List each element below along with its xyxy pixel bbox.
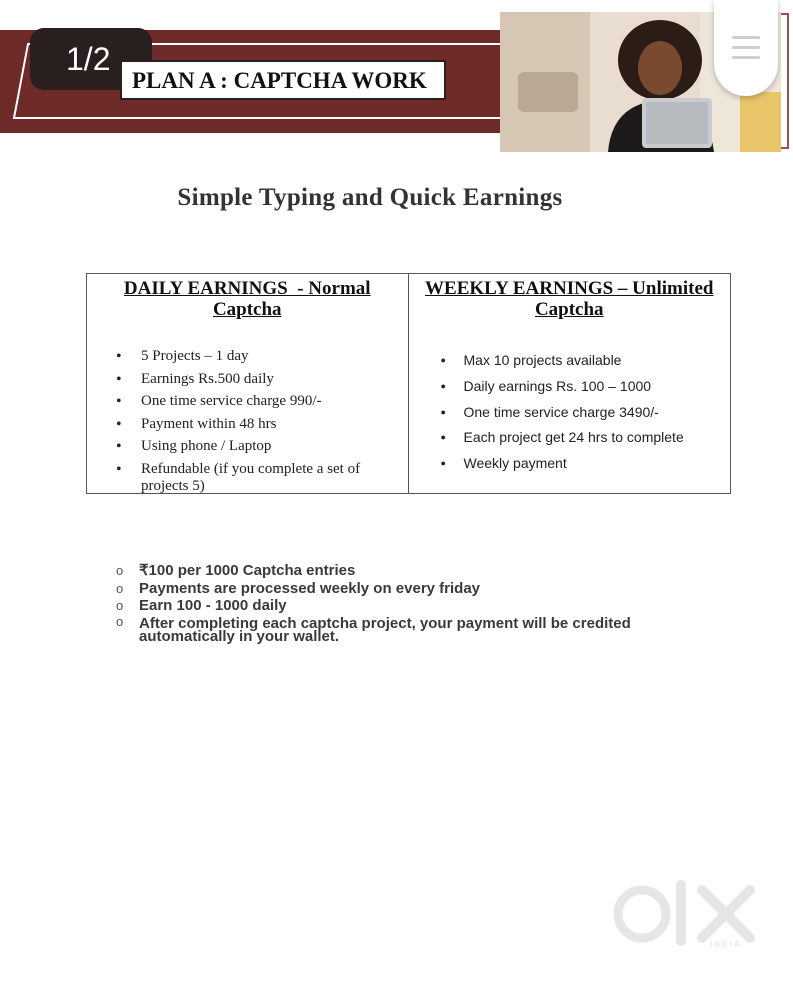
list-item: • Earnings Rs.500 daily [101,371,381,388]
list-item: ● Daily earnings Rs. 100 – 1000 [427,378,684,395]
daily-earnings-column [87,274,409,493]
payment-notes [112,562,659,643]
list-item: ● One time service charge 3490/- [427,404,684,421]
list-item: ● Each project get 24 hrs to complete [427,429,684,446]
list-item: ● Weekly payment [427,455,684,472]
list-item: • Refundable (if you complete a set of projects 5) [101,461,381,495]
weekly-earnings-list [427,352,684,481]
weekly-heading-line2: Captcha [534,299,604,320]
page-counter: 1/2 [30,28,152,90]
daily-heading-line2: Captcha [212,299,282,320]
plan-title: PLAN A : CAPTCHA WORK [120,60,446,100]
daily-earnings-list [101,348,381,501]
weekly-earnings-heading [409,274,731,320]
header-banner [0,0,793,150]
olx-watermark [612,876,762,956]
note-item: o ₹100 per 1000 Captcha entries [112,562,659,580]
list-item: • 5 Projects – 1 day [101,348,381,365]
weekly-earnings-column [409,274,731,493]
note-item: o After completing each captcha project, your payment will be credited automatically in your wallet. [112,615,659,643]
note-item: o Payments are processed weekly on every friday [112,580,659,598]
list-item: • Payment within 48 hrs [101,416,381,433]
weekly-heading-line1: WEEKLY EARNINGS – Unlimited [425,278,714,299]
olx-country-text: INDIA [710,940,742,949]
daily-earnings-heading [87,274,408,320]
menu-button[interactable] [714,0,778,96]
note-item: o Earn 100 - 1000 daily [112,597,659,615]
list-item: ● Max 10 projects available [427,352,684,369]
list-item: • One time service charge 990/- [101,393,381,410]
list-item: • Using phone / Laptop [101,438,381,455]
earnings-table [86,273,731,494]
page-subtitle: Simple Typing and Quick Earnings [177,184,563,211]
daily-heading-line1: DAILY EARNINGS - Normal [123,278,371,299]
